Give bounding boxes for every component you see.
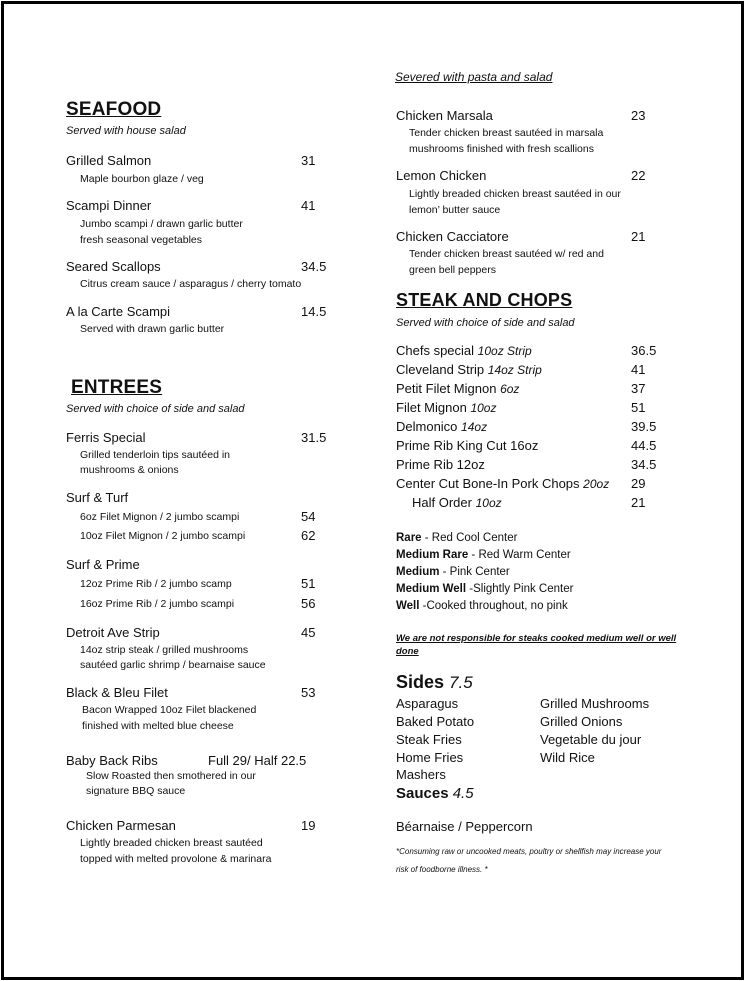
doneness-label: Rare (396, 532, 422, 544)
menu-item-desc: Slow Roasted then smothered in our (86, 770, 256, 782)
menu-option-label: 16oz Prime Rib / 2 jumbo scampi (80, 598, 235, 610)
menu-item-desc: topped with melted provolone & marinara (80, 853, 272, 865)
doneness-label: Medium Well (396, 583, 467, 595)
menu-item-desc: Lightly breaded chicken breast sautéed in our (409, 188, 621, 200)
menu-item-price: 53 (301, 685, 316, 700)
menu-item-price: 45 (301, 625, 316, 640)
sauces-heading: Sauces 4.5 (396, 785, 474, 802)
steak-item-price: 21 (631, 495, 646, 510)
menu-item-desc: Grilled tenderloin tips sautéed in (80, 449, 231, 461)
menu-item-price: 14.5 (301, 304, 327, 319)
doneness-line: Medium - Pink Center (396, 566, 510, 578)
entrees-subtitle: Served with choice of side and salad (66, 403, 245, 415)
menu-option-price: 56 (301, 596, 316, 611)
steak-heading: STEAK AND CHOPS (396, 290, 573, 310)
menu-item-desc: Jumbo scampi / drawn garlic butter (80, 218, 243, 230)
seafood-subtitle: Served with house salad (66, 125, 186, 137)
doneness-line: Medium Well -Slightly Pink Center (396, 583, 574, 595)
steak-item-name: Filet Mignon 10oz (396, 400, 497, 415)
menu-item-price: 21 (631, 229, 646, 244)
menu-item-desc: sautéed garlic shrimp / bearnaise sauce (80, 659, 266, 671)
menu-item-price: 23 (631, 108, 646, 123)
sides-heading: Sides 7.5 (396, 672, 473, 692)
menu-item-price: 41 (301, 198, 316, 213)
steak-item-size: 20oz (583, 477, 610, 491)
steak-item-price: 41 (631, 362, 646, 377)
menu-item-desc: finished with melted blue cheese (82, 720, 234, 732)
menu-item-desc: Maple bourbon glaze / veg (80, 173, 204, 185)
sides-price: 7.5 (449, 673, 473, 692)
menu-item-desc: Citrus cream sauce / asparagus / cherry tomato (80, 278, 302, 290)
steak-item-size: 10oz (470, 401, 497, 415)
menu-item-desc: 14oz strip steak / grilled mushrooms (80, 644, 249, 656)
steak-item-name: Prime Rib 12oz (396, 457, 485, 472)
menu-item-desc: mushrooms finished with fresh scallions (409, 143, 594, 155)
doneness-line: Well -Cooked throughout, no pink (396, 600, 568, 612)
food-safety-warning: risk of foodborne illness. * (396, 865, 488, 874)
steak-item-size: 10oz Strip (477, 344, 532, 358)
menu-item-name: Seared Scallops (66, 259, 161, 274)
menu-item-name: A la Carte Scampi (66, 304, 171, 319)
menu-option-label: 6oz Filet Mignon / 2 jumbo scampi (80, 511, 240, 523)
side-item: Steak Fries (396, 732, 462, 747)
food-safety-warning: *Consuming raw or uncooked meats, poultry or shellfish may increase your (396, 847, 662, 856)
side-item: Grilled Mushrooms (540, 696, 650, 711)
menu-item-price: 31 (301, 153, 316, 168)
steak-item-name: Petit Filet Mignon 6oz (396, 381, 520, 396)
menu-item-desc: Tender chicken breast sautéed w/ red and (409, 248, 604, 260)
side-item: Home Fries (396, 750, 464, 765)
menu-item-name: Chicken Parmesan (66, 818, 176, 833)
menu-item-price: 19 (301, 818, 316, 833)
side-item: Vegetable du jour (540, 732, 642, 747)
side-item: Asparagus (396, 696, 459, 711)
menu-item-name: Baby Back Ribs (66, 753, 158, 768)
steak-item-price: 39.5 (631, 419, 657, 434)
side-item: Baked Potato (396, 714, 475, 729)
menu-option-price: 62 (301, 528, 316, 543)
menu-item-desc: Bacon Wrapped 10oz Filet blackened (82, 704, 257, 716)
menu-item-name: Ferris Special (66, 430, 146, 445)
entrees-heading: ENTREES (71, 377, 163, 398)
sauces-price: 4.5 (452, 785, 474, 802)
menu-item-name: Chicken Marsala (396, 108, 493, 123)
menu-item-price: 22 (631, 168, 646, 183)
menu-item-name: Chicken Cacciatore (396, 229, 509, 244)
menu-item-desc: mushrooms & onions (80, 464, 179, 476)
doneness-label: Medium (396, 566, 440, 578)
chicken-subtitle: Severed with pasta and salad (395, 70, 553, 84)
seafood-heading: SEAFOOD (66, 99, 162, 120)
menu-item-name: Surf & Prime (66, 557, 140, 572)
menu-item-name: Grilled Salmon (66, 153, 152, 168)
steak-subtitle: Served with choice of side and salad (396, 317, 575, 329)
menu-item-desc: signature BBQ sauce (86, 785, 186, 797)
sauce-list: Béarnaise / Peppercorn (396, 819, 533, 834)
steak-item-name: Chefs special 10oz Strip (396, 343, 532, 358)
menu-item-price: 34.5 (301, 259, 327, 274)
menu-option-price: 51 (301, 576, 316, 591)
steak-item-name: Prime Rib King Cut 16oz (396, 438, 539, 453)
steak-item-price: 36.5 (631, 343, 657, 358)
menu-option-label: 10oz Filet Mignon / 2 jumbo scampi (80, 530, 246, 542)
steak-item-name: Half Order 10oz (412, 495, 502, 510)
steak-item-name: Delmonico 14oz (396, 419, 488, 434)
doneness-label: Medium Rare (396, 549, 469, 561)
menu-item-desc: Tender chicken breast sautéed in marsala (409, 127, 604, 139)
steak-item-size: 14oz (461, 420, 488, 434)
menu-item-name: Surf & Turf (66, 490, 129, 505)
menu-item-name: Scampi Dinner (66, 198, 152, 213)
steak-item-price: 34.5 (631, 457, 657, 472)
steak-item-price: 51 (631, 400, 646, 415)
menu-item-name: Black & Bleu Filet (66, 685, 168, 700)
menu-item-price: 31.5 (301, 430, 327, 445)
steak-item-name: Cleveland Strip 14oz Strip (396, 362, 542, 377)
steak-item-name: Center Cut Bone-In Pork Chops 20oz (396, 476, 610, 491)
steak-item-size: 14oz Strip (487, 363, 542, 377)
doneness-line: Medium Rare - Red Warm Center (396, 549, 571, 561)
steak-item-price: 44.5 (631, 438, 657, 453)
menu-item-desc: lemon’ butter sauce (409, 204, 501, 216)
menu-item-desc: Lightly breaded chicken breast sautéed (80, 837, 263, 849)
side-item: Mashers (396, 767, 446, 782)
steak-item-size: 10oz (475, 496, 502, 510)
steak-disclaimer: We are not responsible for steaks cooked medium well or well done (396, 633, 677, 657)
menu-item-desc: Served with drawn garlic butter (80, 323, 225, 335)
steak-item-size: 6oz (500, 382, 520, 396)
steak-item-price: 37 (631, 381, 646, 396)
menu-item-name: Lemon Chicken (396, 168, 487, 183)
side-item: Grilled Onions (540, 714, 623, 729)
menu-option-price: 54 (301, 509, 316, 524)
menu-option-label: 12oz Prime Rib / 2 jumbo scamp (80, 578, 232, 590)
menu-item-desc: green bell peppers (409, 264, 496, 276)
menu-item-desc: fresh seasonal vegetables (80, 234, 202, 246)
doneness-line: Rare - Red Cool Center (396, 532, 518, 544)
menu-item-name: Detroit Ave Strip (66, 625, 160, 640)
steak-item-price: 29 (631, 476, 646, 491)
menu-item-price: Full 29/ Half 22.5 (208, 753, 307, 768)
doneness-label: Well (396, 600, 420, 612)
side-item: Wild Rice (540, 750, 595, 765)
